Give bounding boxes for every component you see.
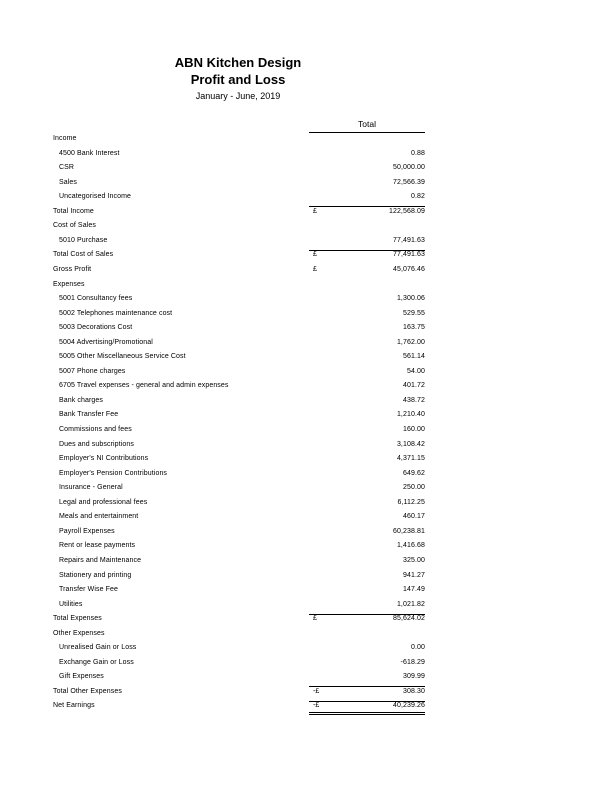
row-label: 5002 Telephones maintenance cost xyxy=(59,309,173,317)
account-row xyxy=(0,671,612,683)
account-row xyxy=(0,191,612,203)
row-label: Sales xyxy=(59,178,78,186)
currency-symbol: -£ xyxy=(313,687,320,695)
row-amount: 60,238.81 xyxy=(392,527,425,535)
total-column-header: Total xyxy=(309,119,425,133)
row-amount: 649.62 xyxy=(402,469,425,477)
row-amount: -618.29 xyxy=(400,658,425,666)
total-rule xyxy=(309,614,425,615)
account-row xyxy=(0,162,612,174)
row-amount: 40,239.26 xyxy=(392,702,425,710)
row-amount: 401.72 xyxy=(402,382,425,390)
row-label: 5004 Advertising/Promotional xyxy=(59,338,153,346)
row-amount: 250.00 xyxy=(402,484,425,492)
total-rule xyxy=(309,701,425,702)
row-amount: 147.49 xyxy=(402,586,425,594)
total-row xyxy=(0,700,612,712)
section-heading xyxy=(0,220,612,232)
account-row xyxy=(0,657,612,669)
row-amount: 122,568.09 xyxy=(388,207,425,215)
account-row xyxy=(0,453,612,465)
row-label: Uncategorised Income xyxy=(59,193,132,201)
account-row xyxy=(0,424,612,436)
account-row xyxy=(0,337,612,349)
row-label: Gift Expenses xyxy=(59,673,104,681)
row-amount: 941.27 xyxy=(402,571,425,579)
account-row xyxy=(0,148,612,160)
row-amount: 1,300.06 xyxy=(396,295,425,303)
row-label: Unrealised Gain or Loss xyxy=(59,644,137,652)
row-amount: 1,210.40 xyxy=(396,411,425,419)
row-label: Bank Transfer Fee xyxy=(59,411,119,419)
section-heading xyxy=(0,279,612,291)
row-amount: 72,566.39 xyxy=(392,178,425,186)
currency-symbol: -£ xyxy=(313,702,320,710)
row-amount: 163.75 xyxy=(402,324,425,332)
row-amount: 77,491.63 xyxy=(392,251,425,259)
row-amount: 0.88 xyxy=(410,149,425,157)
account-row xyxy=(0,555,612,567)
currency-symbol: £ xyxy=(313,207,317,215)
row-label: Total Income xyxy=(53,207,94,215)
currency-symbol: £ xyxy=(313,615,317,623)
row-label: 5001 Consultancy fees xyxy=(59,295,133,303)
row-label: Legal and professional fees xyxy=(59,498,148,506)
row-label: Net Earnings xyxy=(53,702,95,710)
row-amount: 45,076.46 xyxy=(392,265,425,273)
account-row xyxy=(0,584,612,596)
total-row xyxy=(0,686,612,698)
account-row xyxy=(0,366,612,378)
company-name: ABN Kitchen Design xyxy=(174,55,302,70)
account-row xyxy=(0,293,612,305)
row-amount: 438.72 xyxy=(402,396,425,404)
account-row xyxy=(0,642,612,654)
total-row xyxy=(0,613,612,625)
row-label: Repairs and Maintenance xyxy=(59,556,142,564)
row-label: Cost of Sales xyxy=(53,222,96,230)
row-label: Commissions and fees xyxy=(59,426,132,433)
row-label: Income xyxy=(53,135,77,142)
row-label: Employer's Pension Contributions xyxy=(59,469,168,477)
currency-symbol: £ xyxy=(313,251,317,259)
account-row xyxy=(0,308,612,320)
total-rule xyxy=(309,686,425,687)
row-amount: 85,624.02 xyxy=(392,615,425,623)
report-title: Profit and Loss xyxy=(190,72,286,87)
row-amount: 77,491.63 xyxy=(392,236,425,244)
row-label: 5007 Phone charges xyxy=(59,367,126,375)
row-amount: 460.17 xyxy=(402,513,425,521)
row-label: Gross Profit xyxy=(53,265,92,273)
row-label: Bank charges xyxy=(59,396,104,404)
row-label: 6705 Travel expenses - general and admin expenses xyxy=(59,382,229,390)
row-label: Total Expenses xyxy=(53,615,102,623)
row-label: Rent or lease payments xyxy=(59,542,136,550)
account-row xyxy=(0,540,612,552)
row-label: Employer's NI Contributions xyxy=(59,455,149,463)
row-label: Insurance - General xyxy=(59,484,123,492)
account-row xyxy=(0,395,612,407)
row-amount: 561.14 xyxy=(402,353,425,361)
account-row xyxy=(0,468,612,480)
row-label: Expenses xyxy=(53,280,85,288)
account-row xyxy=(0,177,612,189)
row-label: 5010 Purchase xyxy=(59,236,108,244)
section-heading xyxy=(0,628,612,640)
row-amount: 50,000.00 xyxy=(392,164,425,172)
account-row xyxy=(0,409,612,421)
row-label: 4500 Bank Interest xyxy=(59,149,120,157)
account-row xyxy=(0,235,612,247)
row-amount: 1,416.68 xyxy=(396,542,425,550)
row-label: Total Cost of Sales xyxy=(53,251,114,259)
row-amount: 6,112.25 xyxy=(397,498,425,506)
row-label: 5005 Other Miscellaneous Service Cost xyxy=(59,353,186,361)
total-row xyxy=(0,249,612,261)
total-row xyxy=(0,206,612,218)
account-row xyxy=(0,570,612,582)
report-period: January - June, 2019 xyxy=(195,91,281,101)
account-row xyxy=(0,439,612,451)
row-amount: 325.00 xyxy=(402,556,425,564)
account-row xyxy=(0,351,612,363)
row-amount: 0.00 xyxy=(410,644,425,652)
row-label: Dues and subscriptions xyxy=(59,440,134,448)
currency-symbol: £ xyxy=(313,265,317,273)
row-amount: 309.99 xyxy=(402,673,425,681)
row-label: 5003 Decorations Cost xyxy=(59,324,133,332)
total-row xyxy=(0,264,612,276)
row-label: Payroll Expenses xyxy=(59,527,115,535)
row-amount: 0.82 xyxy=(410,193,425,201)
row-label: Utilities xyxy=(59,600,83,608)
account-row xyxy=(0,511,612,523)
total-rule xyxy=(309,206,425,207)
account-row xyxy=(0,599,612,611)
row-label: Exchange Gain or Loss xyxy=(59,658,134,666)
row-amount: 160.00 xyxy=(402,426,425,433)
row-label: Total Other Expenses xyxy=(53,687,122,695)
row-label: Meals and entertainment xyxy=(59,513,139,521)
account-row xyxy=(0,380,612,392)
row-amount: 54.00 xyxy=(406,367,425,375)
account-row xyxy=(0,497,612,509)
row-amount: 529.55 xyxy=(402,309,425,317)
row-amount: 308.30 xyxy=(402,687,425,695)
row-label: Stationery and printing xyxy=(59,571,132,579)
section-heading xyxy=(0,133,612,145)
row-label: CSR xyxy=(59,164,75,172)
row-amount: 1,021.82 xyxy=(396,600,425,608)
account-row xyxy=(0,526,612,538)
row-amount: 4,371.15 xyxy=(396,455,425,463)
account-row xyxy=(0,482,612,494)
row-amount: 3,108.42 xyxy=(396,440,425,448)
net-earnings-double-rule xyxy=(309,712,425,715)
row-label: Transfer Wise Fee xyxy=(59,586,119,594)
account-row xyxy=(0,322,612,334)
row-label: Other Expenses xyxy=(53,629,105,637)
row-amount: 1,762.00 xyxy=(396,338,425,346)
total-rule xyxy=(309,250,425,251)
